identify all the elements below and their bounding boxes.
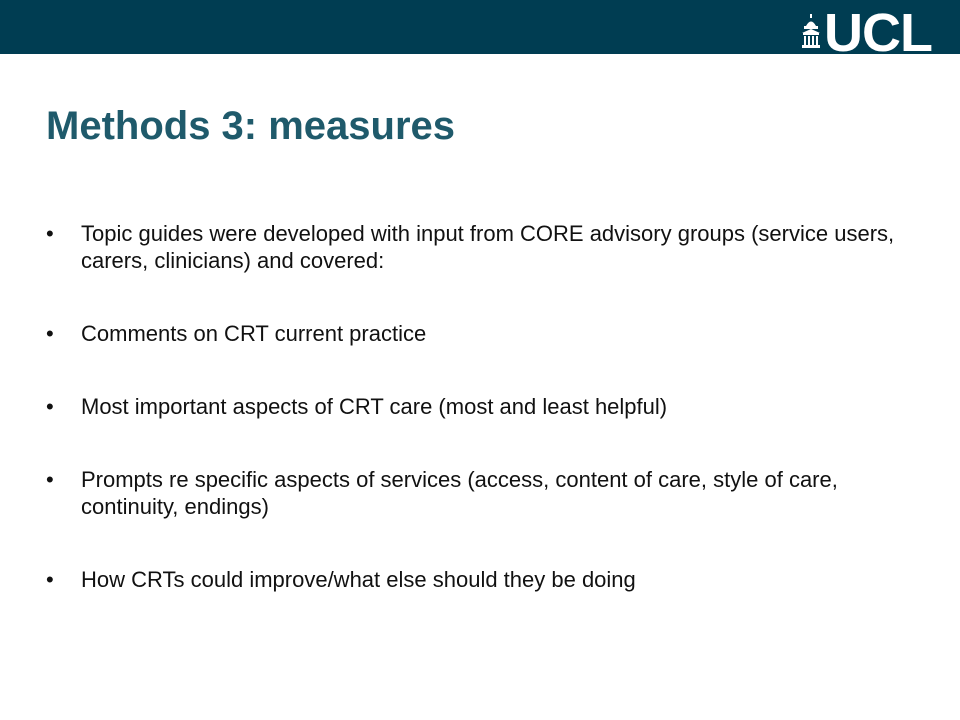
bullet-text: Prompts re specific aspects of services (access, content of care, style of care, continuity, endings) — [81, 467, 838, 519]
bullet-dot: • — [46, 394, 54, 419]
bullet-item — [46, 566, 926, 593]
bullet-item — [46, 320, 926, 347]
bullet-dot: • — [46, 467, 54, 492]
bullet-text: Comments on CRT current practice — [81, 321, 427, 346]
bullet-text: Topic guides were developed with input from CORE advisory groups (service users, carers, clinicians) and covered: — [81, 221, 895, 273]
bullet-dot: • — [46, 221, 54, 246]
bullet-item — [46, 220, 926, 274]
logo-text: UCL — [824, 3, 932, 63]
bullet-item — [46, 393, 926, 420]
slide-title: Methods 3: measures — [46, 104, 456, 148]
bullet-dot: • — [46, 321, 54, 346]
portico-icon — [802, 14, 820, 48]
header-bar — [0, 0, 960, 63]
ucl-logo — [802, 3, 932, 63]
bullet-list — [46, 220, 926, 593]
bullet-item — [46, 466, 926, 520]
bullet-text: How CRTs could improve/what else should they be doing — [81, 567, 636, 592]
bullet-text: Most important aspects of CRT care (most and least helpful) — [81, 394, 668, 419]
bullet-dot: • — [46, 567, 54, 592]
